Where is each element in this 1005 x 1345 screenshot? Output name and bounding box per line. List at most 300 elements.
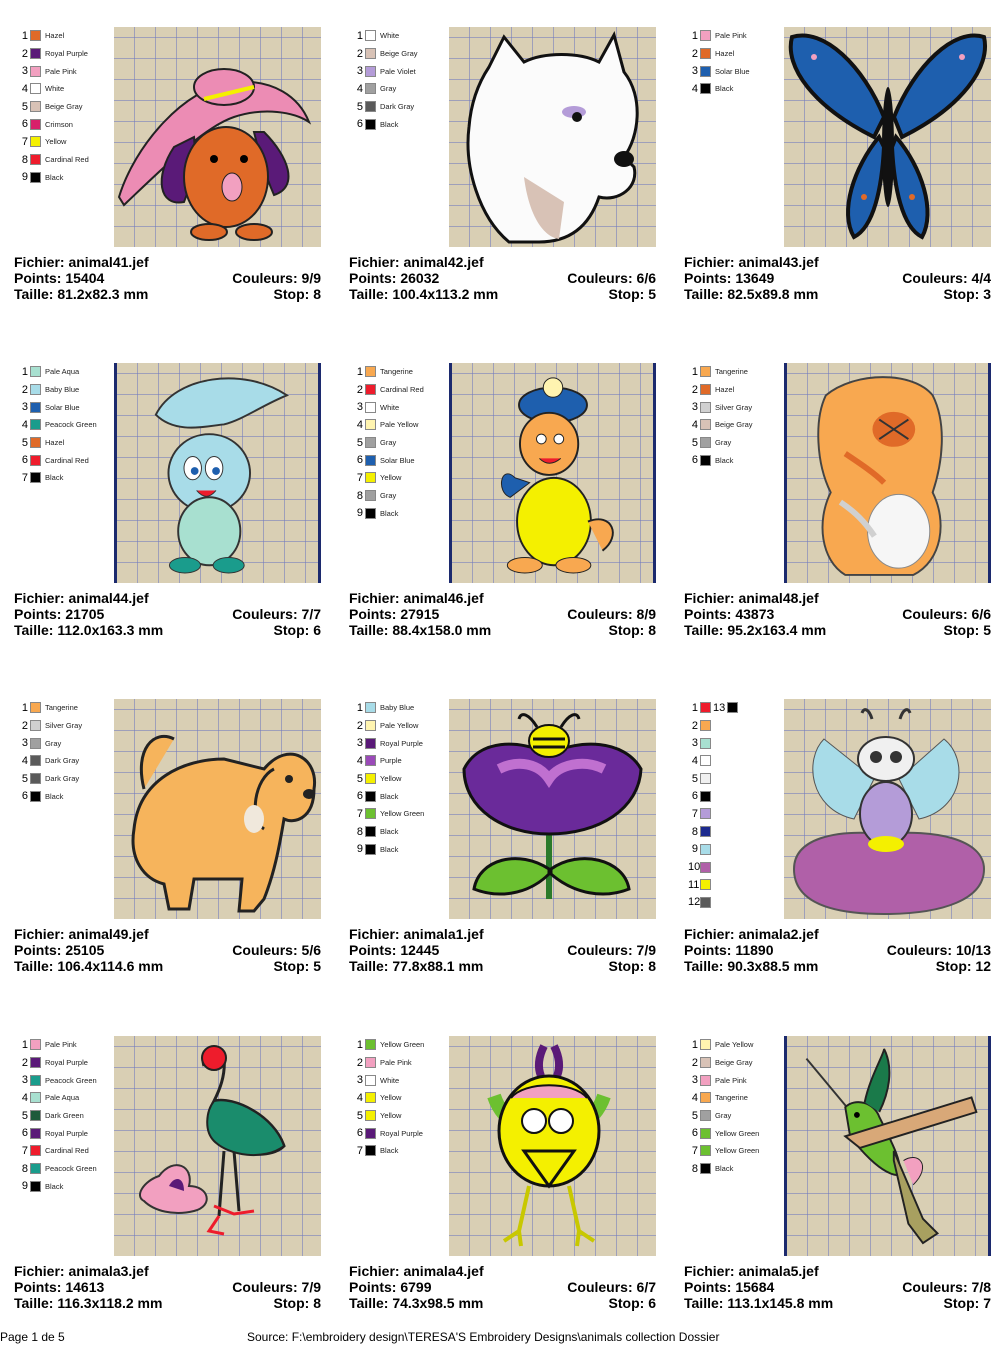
size-caption: Taille: <box>349 622 393 638</box>
color-name: Tangerine <box>715 367 748 377</box>
colors-value: 8/9 <box>636 606 656 622</box>
color-swatch <box>30 773 41 784</box>
file-caption: Fichier: <box>684 1263 739 1279</box>
color-index: 5 <box>356 1109 363 1122</box>
color-index: 1 <box>21 701 28 714</box>
stop-caption: Stop: <box>608 286 649 302</box>
palette-row <box>688 717 783 735</box>
color-swatch <box>30 83 41 94</box>
size-label <box>684 958 818 974</box>
points-value: 43873 <box>735 606 775 622</box>
color-index: 2 <box>691 719 698 732</box>
color-swatch <box>365 366 376 377</box>
color-swatch <box>30 101 41 112</box>
size-value: 100.4x113.2 mm <box>392 286 499 302</box>
color-index: 4 <box>21 418 28 431</box>
palette-row <box>353 45 448 63</box>
color-name: Pale Yellow <box>380 420 419 430</box>
palette-row <box>18 1160 113 1178</box>
color-name: Dark Gray <box>45 756 80 766</box>
colors-label <box>887 942 991 958</box>
color-swatch <box>700 83 711 94</box>
thread-palette <box>353 699 448 858</box>
colors-caption: Couleurs: <box>567 606 637 622</box>
color-index: 7 <box>691 807 698 820</box>
color-index: 8 <box>21 153 28 166</box>
color-index: 4 <box>356 82 363 95</box>
design-info <box>14 254 321 302</box>
color-name: Black <box>380 791 399 801</box>
color-swatch <box>30 66 41 77</box>
color-name: Yellow <box>380 1093 402 1103</box>
color-swatch <box>700 1128 711 1139</box>
design-card <box>0 336 335 672</box>
color-index: 10 <box>688 861 701 874</box>
color-swatch <box>30 119 41 130</box>
color-swatch <box>365 844 376 855</box>
color-name: Black <box>380 119 399 129</box>
colors-value: 5/6 <box>301 942 321 958</box>
palette-row <box>688 805 783 823</box>
stop-value: 8 <box>648 622 656 638</box>
points-label <box>684 1279 774 1295</box>
color-index: 5 <box>21 1109 28 1122</box>
design-info <box>684 926 991 974</box>
palette-row <box>18 1036 113 1054</box>
thread-palette <box>353 27 448 133</box>
color-name: Pale Pink <box>380 1058 412 1068</box>
color-index: 2 <box>21 1056 28 1069</box>
palette-row <box>688 451 783 469</box>
color-index: 8 <box>691 825 698 838</box>
palette-row <box>353 1054 448 1072</box>
color-index: 12 <box>688 896 701 909</box>
palette-row <box>688 27 783 45</box>
stop-value: 6 <box>648 1295 656 1311</box>
size-value: 81.2x82.3 mm <box>57 286 149 302</box>
size-caption: Taille: <box>684 1295 728 1311</box>
extra-color <box>713 702 738 714</box>
color-swatch <box>365 455 376 466</box>
color-index: 4 <box>691 418 698 431</box>
color-swatch <box>30 30 41 41</box>
color-swatch <box>365 508 376 519</box>
palette-row <box>353 770 448 788</box>
color-index: 9 <box>21 171 28 184</box>
colors-caption: Couleurs: <box>567 270 637 286</box>
color-index: 6 <box>21 790 28 803</box>
color-name: Gray <box>380 438 397 448</box>
palette-row <box>18 1142 113 1160</box>
color-name: Pale Aqua <box>45 1093 80 1103</box>
color-name: Black <box>45 473 64 483</box>
color-index: 6 <box>21 118 28 131</box>
color-name: Black <box>380 508 399 518</box>
size-value: 112.0x163.3 mm <box>57 622 164 638</box>
color-swatch <box>700 384 711 395</box>
colors-value: 4/4 <box>971 270 991 286</box>
size-value: 74.3x98.5 mm <box>392 1295 484 1311</box>
size-caption: Taille: <box>684 622 728 638</box>
color-swatch <box>700 1110 711 1121</box>
palette-row <box>688 1124 783 1142</box>
color-name: Black <box>380 844 399 854</box>
colors-value: 9/9 <box>301 270 321 286</box>
color-swatch <box>700 419 711 430</box>
color-index: 3 <box>691 401 698 414</box>
colors-label <box>567 606 656 622</box>
design-info <box>684 254 991 302</box>
stop-label <box>609 622 656 638</box>
color-name: Beige Gray <box>45 102 83 112</box>
colors-label <box>567 1279 656 1295</box>
color-name: Gray <box>380 84 397 94</box>
color-name: Baby Blue <box>380 703 415 713</box>
color-name: Black <box>715 84 734 94</box>
color-swatch <box>700 826 711 837</box>
points-label <box>14 270 104 286</box>
thread-palette <box>18 363 113 487</box>
palette-row <box>18 717 113 735</box>
color-name: Tangerine <box>715 1093 748 1103</box>
file-label <box>14 926 149 942</box>
color-index: 4 <box>21 1091 28 1104</box>
color-name: Pale Pink <box>45 66 77 76</box>
color-swatch <box>700 791 711 802</box>
file-name: animala2.jef <box>738 926 819 942</box>
color-swatch <box>365 384 376 395</box>
color-name: Cardinal Red <box>45 155 89 165</box>
size-label <box>684 286 818 302</box>
color-name: Gray <box>45 738 62 748</box>
file-name: animala3.jef <box>68 1263 149 1279</box>
color-name: Solar Blue <box>715 66 750 76</box>
color-swatch <box>30 48 41 59</box>
stop-label <box>609 958 656 974</box>
colors-label <box>567 942 656 958</box>
color-swatch <box>365 1057 376 1068</box>
color-swatch <box>365 773 376 784</box>
color-swatch <box>700 773 711 784</box>
color-name: White <box>380 1075 400 1085</box>
stop-value: 8 <box>648 958 656 974</box>
file-label <box>14 1263 149 1279</box>
file-label <box>684 926 819 942</box>
color-index: 11 <box>688 878 700 891</box>
design-preview <box>784 363 991 583</box>
file-name: animala1.jef <box>403 926 484 942</box>
color-index: 1 <box>356 701 363 714</box>
color-name: Royal Purple <box>45 1058 88 1068</box>
stop-caption: Stop: <box>273 958 314 974</box>
colors-caption: Couleurs: <box>567 1279 637 1295</box>
thread-palette <box>353 363 448 522</box>
palette-row <box>688 1160 783 1178</box>
design-card <box>335 0 670 336</box>
color-index: 1 <box>691 29 698 42</box>
points-caption: Points: <box>349 1279 401 1295</box>
color-swatch <box>30 1092 41 1103</box>
color-index: 5 <box>21 100 28 113</box>
color-index: 7 <box>21 471 28 484</box>
color-name: Pale Yellow <box>715 1040 754 1050</box>
points-label <box>14 606 104 622</box>
stop-caption: Stop: <box>273 1295 314 1311</box>
color-name: White <box>45 84 65 94</box>
design-preview <box>114 699 321 919</box>
size-value: 116.3x118.2 mm <box>57 1295 163 1311</box>
flower-bee-embroidery <box>449 699 656 919</box>
color-swatch <box>30 472 41 483</box>
colors-value: 7/9 <box>301 1279 321 1295</box>
palette-row <box>18 80 113 98</box>
palette-row <box>353 717 448 735</box>
color-name: Royal Purple <box>45 1128 88 1138</box>
palette-row <box>353 434 448 452</box>
color-index: 7 <box>356 471 363 484</box>
file-name: animala5.jef <box>738 1263 819 1279</box>
design-preview <box>114 27 321 247</box>
design-preview <box>784 27 991 247</box>
palette-row <box>353 363 448 381</box>
color-swatch <box>700 1163 711 1174</box>
color-index: 6 <box>356 454 363 467</box>
color-index: 6 <box>21 454 28 467</box>
points-label <box>14 942 104 958</box>
color-swatch <box>30 1163 41 1174</box>
design-info <box>14 1263 321 1311</box>
color-swatch <box>700 30 711 41</box>
palette-row <box>18 151 113 169</box>
color-swatch <box>365 48 376 59</box>
hummingbird-embroidery <box>787 1036 988 1256</box>
color-swatch <box>365 490 376 501</box>
palette-row <box>18 98 113 116</box>
color-swatch <box>30 419 41 430</box>
cat-embroidery <box>787 363 988 583</box>
design-card <box>335 336 670 672</box>
palette-row <box>353 469 448 487</box>
color-index: 8 <box>691 1162 698 1175</box>
color-swatch <box>30 437 41 448</box>
color-index: 1 <box>21 29 28 42</box>
palette-row <box>688 1054 783 1072</box>
color-index: 2 <box>21 719 28 732</box>
color-swatch <box>30 791 41 802</box>
palette-row <box>353 27 448 45</box>
palette-row <box>353 98 448 116</box>
size-caption: Taille: <box>684 286 728 302</box>
color-name: Silver Gray <box>45 721 83 731</box>
color-swatch <box>365 83 376 94</box>
color-name: Cardinal Red <box>380 385 424 395</box>
palette-row <box>18 115 113 133</box>
color-swatch <box>365 437 376 448</box>
color-swatch <box>365 66 376 77</box>
color-swatch <box>700 702 711 713</box>
palette-row <box>18 1107 113 1125</box>
color-name: Hazel <box>715 49 735 59</box>
color-name: Black <box>45 172 64 182</box>
file-caption: Fichier: <box>14 926 69 942</box>
stop-value: 5 <box>313 958 321 974</box>
color-swatch <box>365 1039 376 1050</box>
size-label <box>349 622 491 638</box>
color-name: Black <box>45 791 64 801</box>
color-name: Peacock Green <box>45 1075 97 1085</box>
color-name: Black <box>715 1164 734 1174</box>
page-number: Page 1 de 5 <box>0 1330 65 1344</box>
stop-value: 5 <box>983 622 991 638</box>
colors-value: 7/7 <box>301 606 321 622</box>
thread-palette <box>688 363 783 469</box>
color-swatch <box>30 402 41 413</box>
color-index: 4 <box>356 1091 363 1104</box>
color-swatch <box>30 1128 41 1139</box>
color-index: 9 <box>691 843 698 856</box>
palette-row <box>688 752 783 770</box>
color-name: Yellow Green <box>715 1146 760 1156</box>
points-caption: Points: <box>349 942 401 958</box>
color-swatch <box>700 897 711 908</box>
color-swatch <box>365 720 376 731</box>
color-swatch <box>365 1128 376 1139</box>
palette-row <box>18 770 113 788</box>
color-name: Yellow <box>45 137 67 147</box>
design-card <box>670 1009 1005 1345</box>
color-name: Purple <box>380 756 402 766</box>
size-caption: Taille: <box>349 1295 393 1311</box>
palette-row <box>688 876 783 894</box>
palette-row <box>688 1071 783 1089</box>
color-index: 2 <box>356 383 363 396</box>
color-swatch <box>365 826 376 837</box>
color-swatch <box>365 738 376 749</box>
design-card <box>335 672 670 1008</box>
file-name: animal48.jef <box>738 590 819 606</box>
stop-label <box>274 1295 321 1311</box>
color-index: 1 <box>356 365 363 378</box>
points-value: 14613 <box>65 1279 105 1295</box>
stop-label <box>274 286 321 302</box>
color-index: 4 <box>691 82 698 95</box>
color-name: Dark Green <box>45 1111 84 1121</box>
color-swatch <box>700 755 711 766</box>
colors-caption: Couleurs: <box>902 270 972 286</box>
color-index: 7 <box>21 135 28 148</box>
file-caption: Fichier: <box>684 926 739 942</box>
file-name: animal46.jef <box>403 590 484 606</box>
color-swatch <box>700 862 711 873</box>
colors-caption: Couleurs: <box>567 942 637 958</box>
color-swatch <box>700 1075 711 1086</box>
color-index: 3 <box>691 65 698 78</box>
color-name: Peacock Green <box>45 1164 97 1174</box>
file-label <box>349 254 484 270</box>
points-value: 11890 <box>735 942 774 958</box>
thread-palette <box>688 27 783 98</box>
palette-row <box>688 1089 783 1107</box>
file-caption: Fichier: <box>349 926 404 942</box>
color-index: 2 <box>356 719 363 732</box>
color-swatch <box>30 154 41 165</box>
thread-palette <box>18 1036 113 1195</box>
stop-label <box>609 286 656 302</box>
color-name: Pale Pink <box>715 31 747 41</box>
colors-caption: Couleurs: <box>902 1279 972 1295</box>
color-name: Hazel <box>45 438 65 448</box>
palette-row <box>18 699 113 717</box>
color-swatch <box>365 101 376 112</box>
points-value: 26032 <box>400 270 440 286</box>
design-preview <box>114 363 321 583</box>
palette-row <box>353 115 448 133</box>
color-index: 5 <box>356 772 363 785</box>
color-index: 3 <box>21 401 28 414</box>
points-value: 12445 <box>400 942 440 958</box>
colors-value: 6/6 <box>636 270 656 286</box>
file-caption: Fichier: <box>349 1263 404 1279</box>
design-info <box>684 1263 991 1311</box>
color-index: 3 <box>356 1074 363 1087</box>
file-caption: Fichier: <box>14 590 69 606</box>
points-value: 6799 <box>400 1279 432 1295</box>
palette-row <box>353 1124 448 1142</box>
color-name: Solar Blue <box>380 455 415 465</box>
color-index: 9 <box>21 1180 28 1193</box>
palette-row <box>18 133 113 151</box>
size-value: 90.3x88.5 mm <box>727 958 819 974</box>
size-caption: Taille: <box>684 958 728 974</box>
color-index: 4 <box>356 754 363 767</box>
color-swatch <box>365 30 376 41</box>
color-name: Beige Gray <box>380 49 418 59</box>
color-swatch <box>365 472 376 483</box>
color-index: 5 <box>691 1109 698 1122</box>
color-swatch <box>700 738 711 749</box>
design-preview <box>114 1036 321 1256</box>
palette-row <box>18 734 113 752</box>
color-name: Pale Pink <box>45 1040 77 1050</box>
palette-row <box>18 381 113 399</box>
color-swatch <box>700 844 711 855</box>
size-value: 106.4x114.6 mm <box>57 958 164 974</box>
palette-row <box>353 1036 448 1054</box>
palette-row <box>688 1107 783 1125</box>
size-value: 77.8x88.1 mm <box>392 958 484 974</box>
points-label <box>684 270 774 286</box>
color-index: 5 <box>691 436 698 449</box>
stop-value: 3 <box>983 286 991 302</box>
color-name: Solar Blue <box>45 402 80 412</box>
color-swatch <box>30 1145 41 1156</box>
points-caption: Points: <box>14 606 66 622</box>
color-swatch <box>700 720 711 731</box>
colors-label <box>567 270 656 286</box>
color-swatch <box>30 384 41 395</box>
color-index: 7 <box>691 1144 698 1157</box>
palette-row <box>353 841 448 859</box>
points-value: 15684 <box>735 1279 775 1295</box>
color-name: Peacock Green <box>45 420 97 430</box>
thread-palette <box>18 699 113 805</box>
color-index: 6 <box>691 1127 698 1140</box>
stop-value: 7 <box>983 1295 991 1311</box>
palette-row <box>18 469 113 487</box>
color-name: Cardinal Red <box>45 455 89 465</box>
points-label <box>14 1279 104 1295</box>
file-caption: Fichier: <box>349 254 404 270</box>
